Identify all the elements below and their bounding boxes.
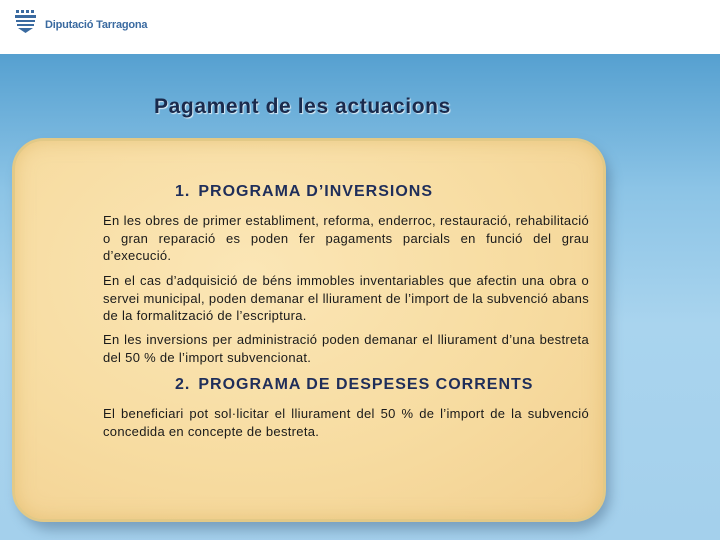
section-number: 1. bbox=[175, 183, 191, 200]
slide-title: Pagament de les actuacions bbox=[154, 95, 451, 118]
logo bbox=[13, 8, 147, 34]
logo-text: Diputació Tarragona bbox=[45, 19, 148, 31]
section-heading-despeses bbox=[175, 376, 533, 394]
section-number: 2. bbox=[175, 376, 191, 393]
paragraph: En les inversions per administració poden demanar el lliurament d’una bestreta del 50 % de l’import subvencionat. bbox=[103, 332, 589, 365]
paragraph: El beneficiari pot sol·licitar el lliurament del 50 % de l’import de la subvenció concedida en concepte de bestreta. bbox=[103, 406, 589, 439]
paragraph: En el cas d’adquisició de béns immobles inventariables que afectin una obra o servei municipal, poden demanar el lliurament de l’import de la subvenció abans de la formalització de l’escriptura. bbox=[103, 273, 589, 323]
paragraph: En les obres de primer establiment, reforma, enderroc, restauració, rehabilitació o gran reparació es poden fer pagaments parcials en funció del grau d’execució. bbox=[103, 213, 589, 263]
header-bar bbox=[0, 0, 720, 54]
crest-icon bbox=[13, 8, 39, 34]
section-title: PROGRAMA DE DESPESES CORRENTS bbox=[198, 376, 534, 393]
section-title: PROGRAMA D’INVERSIONS bbox=[198, 183, 433, 200]
section-heading-inversions bbox=[175, 183, 433, 201]
